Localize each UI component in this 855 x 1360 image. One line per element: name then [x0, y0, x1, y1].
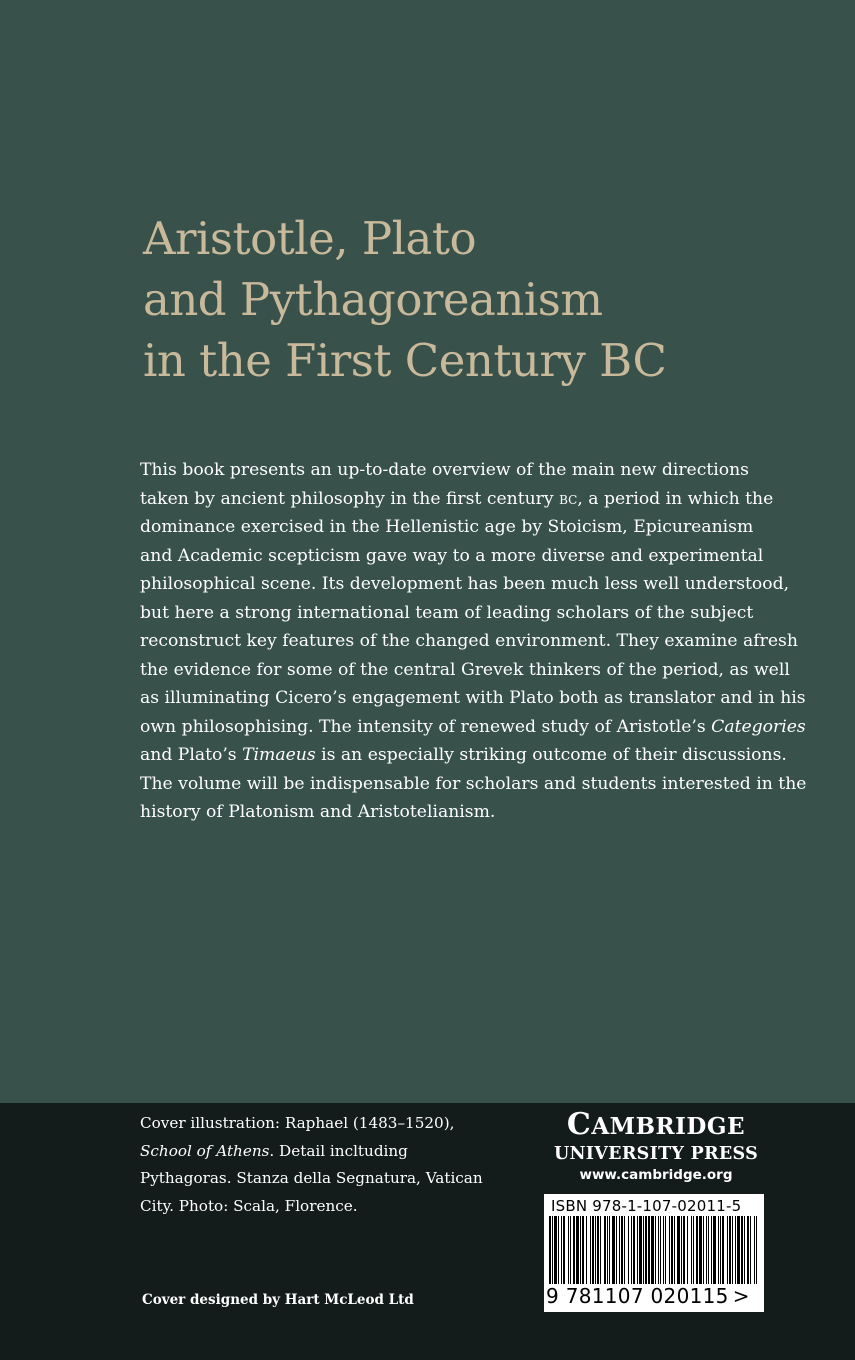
barcode-bar — [658, 1216, 659, 1284]
cover-designer-credit: Cover designed by Hart McLeod Ltd — [142, 1292, 414, 1308]
blurb-line: history of Platonism and Aristotelianism. — [140, 802, 496, 822]
barcode-bar — [586, 1216, 587, 1284]
barcode-bar — [756, 1216, 757, 1284]
cover-illustration-credit — [140, 1110, 483, 1221]
barcode-bar — [722, 1216, 724, 1284]
barcode-bar — [558, 1216, 559, 1284]
isbn-text: ISBN 978-1-107-02011-5 — [551, 1197, 742, 1215]
blurb-line: taken by ancient philosophy in the first century bc, a period in which the — [140, 488, 774, 509]
barcode-bar — [681, 1216, 682, 1284]
blurb-line: the evidence for some of the central Grevek thinkers of the period, as well — [140, 659, 790, 680]
barcode-bar — [597, 1216, 599, 1284]
barcode-bar — [645, 1216, 647, 1284]
barcode-bar — [674, 1216, 675, 1284]
credit-line: Pythagoras. Stanza della Segnatura, Vatican — [140, 1169, 483, 1188]
barcode-bar — [600, 1216, 601, 1284]
barcode-bar — [696, 1216, 698, 1284]
barcode-bar — [699, 1216, 702, 1284]
barcode-bar — [732, 1216, 733, 1284]
barcode-bar — [651, 1216, 654, 1284]
ean-digits: 9 781107 020115 > — [546, 1284, 750, 1308]
barcode-bar — [633, 1216, 635, 1284]
barcode-bar — [582, 1216, 584, 1284]
title-line-3: in the First Century BC — [143, 334, 667, 387]
blurb-line: and Plato’s Timaeus is an especially striking outcome of their discussions. — [140, 745, 787, 765]
blurb-line: and Academic scepticism gave way to a more diverse and experimental — [140, 545, 764, 566]
book-title — [143, 208, 823, 391]
barcode-bar — [616, 1216, 617, 1284]
barcode-bar — [570, 1216, 571, 1284]
barcode-bar — [754, 1216, 755, 1284]
blurb-line: dominance exercised in the Hellenistic age by Stoicism, Epicureanism — [140, 517, 754, 537]
barcode-bar — [612, 1216, 615, 1284]
barcode-bar — [665, 1216, 666, 1284]
blurb-line: but here a strong international team of leading scholars of the subject — [140, 602, 754, 623]
publisher-block — [544, 1108, 768, 1186]
barcode-bar — [549, 1216, 551, 1284]
barcode-bar — [747, 1216, 749, 1284]
isbn-barcode — [544, 1194, 764, 1312]
barcode-bar — [706, 1216, 707, 1284]
barcode-bar — [741, 1216, 743, 1284]
barcode-bar — [671, 1216, 673, 1284]
barcode-bar — [663, 1216, 664, 1284]
credit-line: Cover illustration: Raphael (1483–1520), — [140, 1114, 455, 1132]
barcode-bar — [708, 1216, 709, 1284]
barcode-bar — [687, 1216, 688, 1284]
barcode-bar — [580, 1216, 581, 1284]
barcode-bar — [621, 1216, 623, 1284]
blurb-line: reconstruct key features of the changed environment. They examine afresh — [140, 631, 798, 651]
barcode-bar — [568, 1216, 569, 1284]
barcode-bar — [711, 1216, 712, 1284]
publisher-url: www.cambridge.org — [579, 1167, 733, 1183]
barcode-bar — [713, 1216, 716, 1284]
blurb-line: own philosophising. The intensity of renewed study of Aristotle’s Categories — [140, 716, 806, 737]
barcode-bar — [619, 1216, 620, 1284]
barcode-bar — [691, 1216, 692, 1284]
barcode-bar — [735, 1216, 736, 1284]
barcode-bar — [592, 1216, 594, 1284]
barcode-bar — [737, 1216, 740, 1284]
publisher-subtitle: UNIVERSITY PRESS — [553, 1144, 759, 1164]
blurb-line: as illuminating Cicero’s engagement with Plato both as translator and in his — [140, 688, 806, 708]
barcode-bar — [628, 1216, 629, 1284]
barcode-bar — [607, 1216, 608, 1284]
barcode-bar — [727, 1216, 728, 1284]
barcode-bar — [590, 1216, 591, 1284]
credit-line: School of Athens. Detail incltuding — [140, 1141, 408, 1160]
barcode-bar — [631, 1216, 632, 1284]
barcode-bar — [609, 1216, 610, 1284]
barcode-bar — [552, 1216, 553, 1284]
barcode-bar — [729, 1216, 731, 1284]
barcode-bar — [744, 1216, 745, 1284]
barcode-bar — [576, 1216, 579, 1284]
barcode-bar — [595, 1216, 596, 1284]
barcode-bar — [624, 1216, 625, 1284]
barcode-bar — [561, 1216, 562, 1284]
barcode-bar — [639, 1216, 642, 1284]
barcode-bars — [549, 1216, 761, 1286]
barcode-bar — [554, 1216, 557, 1284]
title-line-2: and Pythagoreanism — [143, 273, 603, 326]
barcode-bar — [637, 1216, 638, 1284]
blurb-line: The volume will be indispensable for scholars and students interested in the — [140, 773, 807, 794]
barcode-bar — [718, 1216, 719, 1284]
barcode-bar — [720, 1216, 721, 1284]
barcode-bar — [573, 1216, 575, 1284]
blurb-line: This book presents an up-to-date overview of the main new directions — [140, 460, 749, 480]
barcode-bar — [693, 1216, 694, 1284]
barcode-bar — [660, 1216, 661, 1284]
title-line-1: Aristotle, Plato — [143, 212, 477, 265]
publisher-logo: CAMBRIDGE — [566, 1107, 746, 1142]
barcode-bar — [643, 1216, 644, 1284]
barcode-bar — [677, 1216, 680, 1284]
barcode-bar — [604, 1216, 606, 1284]
barcode-bar — [669, 1216, 670, 1284]
book-description — [140, 456, 807, 827]
barcode-bar — [750, 1216, 751, 1284]
barcode-bar — [703, 1216, 704, 1284]
barcode-bar — [655, 1216, 656, 1284]
barcode-bar — [648, 1216, 650, 1284]
blurb-line: philosophical scene. Its development has been much less well understood, — [140, 574, 790, 594]
barcode-bar — [563, 1216, 565, 1284]
credit-line: City. Photo: Scala, Florence. — [140, 1197, 358, 1216]
barcode-bar — [683, 1216, 685, 1284]
